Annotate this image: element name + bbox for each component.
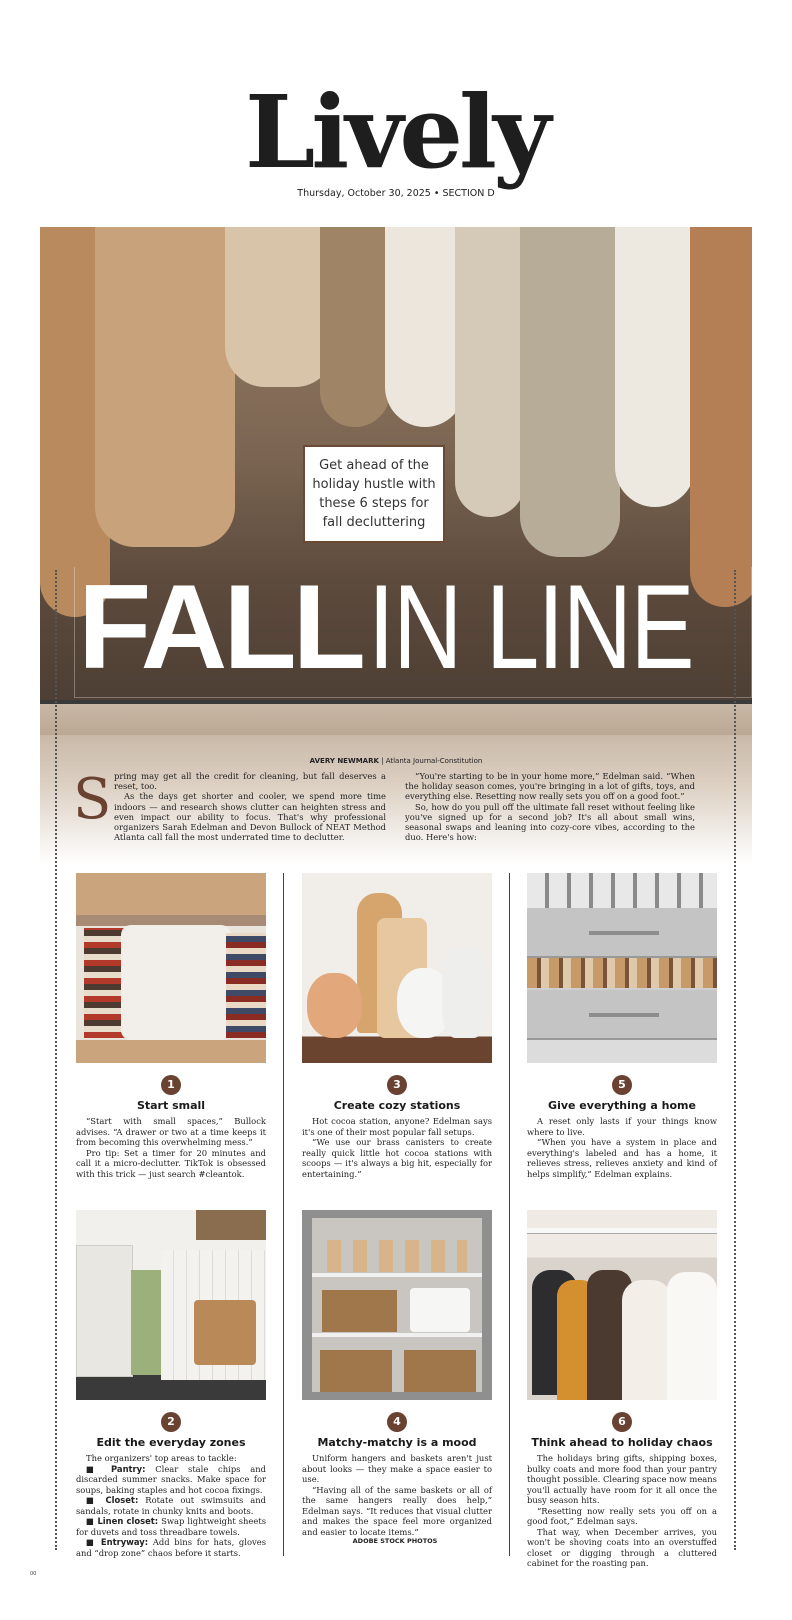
intro-paragraph: So, how do you pull off the ultimate fall reset without feeling like you've signed up for a second job? It's all about small wins, seasonal swaps and leaning into cozy-core vibes, according to the duo. Here's how: bbox=[405, 801, 695, 843]
bullet-icon: ■ bbox=[86, 1495, 106, 1505]
hero-tagline: Get ahead of the holiday hustle with these 6 steps for fall decluttering bbox=[303, 445, 445, 543]
section-logo: Lively bbox=[244, 73, 548, 191]
headline-bold: FALL bbox=[78, 560, 362, 694]
page-folio: 00 bbox=[30, 1571, 37, 1577]
zone-label: Closet: bbox=[105, 1495, 139, 1505]
tip-paragraph: The organizers' top areas to tackle: bbox=[86, 1453, 237, 1463]
bullet-icon: ■ bbox=[86, 1516, 98, 1526]
column-divider bbox=[509, 873, 510, 1556]
tip-paragraph: “We use our brass canisters to create really quick little hot cocoa stations with scoops — it's always a big hit, especially for entertaining.” bbox=[302, 1137, 492, 1179]
zone-label: Entryway: bbox=[100, 1537, 149, 1547]
tip-body bbox=[302, 1116, 492, 1179]
tip-paragraph: That way, when December arrives, you won't be shoving coats into an overstuffed closet or digging through a cluttered cabinet for the roasting pan. bbox=[527, 1526, 717, 1568]
bullet-icon: ■ bbox=[86, 1537, 101, 1547]
tip-number: 5 bbox=[612, 1075, 632, 1095]
tip-body bbox=[76, 1116, 266, 1179]
tip-number: 1 bbox=[161, 1075, 181, 1095]
tip-5 bbox=[527, 873, 717, 1179]
tip-number: 4 bbox=[387, 1412, 407, 1432]
sweater-graphic bbox=[615, 227, 695, 507]
photo-coat-closet bbox=[527, 1210, 717, 1400]
sweater-graphic bbox=[520, 227, 620, 557]
tip-paragraph: A reset only lasts if your things know where to live. bbox=[527, 1116, 717, 1137]
tip-paragraph: Uniform hangers and baskets aren't just about looks — they make a space easier to use. bbox=[302, 1453, 492, 1484]
intro-paragraph: “You're starting to be in your home more,” Edelman said. “When the holiday season comes, you're bringing in a lot of gifts, toys, and everything else. Resetting now really sets you off on a good foot.” bbox=[405, 771, 695, 802]
sweater-graphic bbox=[690, 227, 752, 607]
zone-item bbox=[76, 1464, 266, 1496]
zone-label: Pantry: bbox=[111, 1463, 146, 1474]
zone-item bbox=[76, 1516, 266, 1537]
byline: AVERY NEWMARK | Atlanta Journal-Constitution bbox=[309, 757, 483, 765]
tip-3 bbox=[302, 873, 492, 1179]
tip-body bbox=[527, 1116, 717, 1179]
sweater-graphic bbox=[320, 227, 390, 427]
zone-label: Linen closet: bbox=[97, 1516, 159, 1526]
tip-paragraph: Hot cocoa station, anyone? Edelman says it's one of their most popular fall setups. bbox=[302, 1116, 492, 1137]
photo-kitchen-drawers bbox=[527, 873, 717, 1063]
headline-light: IN LINE bbox=[367, 560, 693, 694]
photo-linen-shelves bbox=[302, 1210, 492, 1400]
column-divider bbox=[283, 873, 284, 1556]
tip-body bbox=[302, 1453, 492, 1537]
tip-title: Give everything a home bbox=[548, 1099, 696, 1112]
tip-1 bbox=[76, 873, 266, 1179]
tip-number: 3 bbox=[387, 1075, 407, 1095]
intro-left-column bbox=[114, 771, 386, 842]
tip-paragraph: “Start with small spaces,” Bullock advises. “A drawer or two at a time keeps it from becoming this overwhelming mess.” bbox=[76, 1116, 266, 1147]
tip-title: Start small bbox=[136, 1099, 206, 1112]
zone-text: Swap lightweight sheets for duvets and toss threadbare towels. bbox=[76, 1516, 266, 1537]
dateline: Thursday, October 30, 2025 • SECTION D bbox=[297, 188, 495, 199]
tip-4 bbox=[302, 1210, 492, 1537]
tip-paragraph: “When you have a system in place and everything's labeled and has a home, it relieves stress, relieves anxiety and kind of helps simplify,” Edelman explains. bbox=[527, 1137, 717, 1179]
sweater-graphic bbox=[455, 227, 525, 517]
tip-title: Matchy-matchy is a mood bbox=[317, 1436, 477, 1449]
sweater-graphic bbox=[385, 227, 465, 427]
zone-text: Add bins for hats, gloves and “drop zone” chaos before it starts. bbox=[76, 1537, 266, 1558]
tip-number: 6 bbox=[612, 1412, 632, 1432]
byline-author: AVERY NEWMARK bbox=[309, 757, 379, 765]
masthead bbox=[0, 73, 792, 199]
intro-paragraph: pring may get all the credit for cleaning, but fall deserves a reset, too. bbox=[114, 771, 386, 792]
tip-title: Think ahead to holiday chaos bbox=[531, 1436, 713, 1449]
tip-body bbox=[527, 1453, 717, 1569]
hero-photo bbox=[40, 227, 752, 735]
byline-outlet: Atlanta Journal-Constitution bbox=[385, 757, 483, 765]
page-border-right bbox=[734, 570, 736, 1550]
zone-text: Clear stale chips and discarded summer snacks. Make space for soups, baking staples and hot cocoa fixings. bbox=[76, 1463, 266, 1495]
tip-paragraph: “Having all of the same baskets or all of the same hangers really does help,” Edelman says. “It reduces that visual clutter and makes the space feel more organized and easier to locate items.” bbox=[302, 1484, 492, 1537]
intro-paragraph: As the days get shorter and cooler, we spend more time indoors — and research shows clutter can heighten stress and even impact our ability to focus. That's why professional organizers Sarah Edelman and Devon Bullock of NEAT Method Atlanta call fall the most underrated time to declutter. bbox=[114, 791, 386, 843]
tip-paragraph: The holidays bring gifts, shipping boxes, bulky coats and more food than your pantry thought possible. Clearing space now means you'll actually have room for it all once the busy season hits. bbox=[527, 1453, 717, 1505]
tip-title: Create cozy stations bbox=[333, 1099, 461, 1112]
sweater-graphic bbox=[95, 227, 235, 547]
zone-text: Rotate out swimsuits and sandals, rotate in chunky knits and boots. bbox=[76, 1495, 266, 1516]
tip-paragraph: Pro tip: Set a timer for 20 minutes and call it a micro-declutter. TikTok is obsessed with this trick — just search #cleantok. bbox=[76, 1147, 266, 1179]
tip-number: 2 bbox=[161, 1412, 181, 1432]
photo-cocoa-station bbox=[302, 873, 492, 1063]
sweater-graphic bbox=[225, 227, 335, 387]
tip-6 bbox=[527, 1210, 717, 1569]
photo-credit: ADOBE STOCK PHOTOS bbox=[352, 1537, 438, 1545]
tip-paragraph: “Resetting now really sets you off on a good foot,” Edelman says. bbox=[527, 1505, 717, 1526]
headline bbox=[78, 560, 752, 694]
zone-item bbox=[76, 1537, 266, 1558]
tip-body bbox=[76, 1453, 266, 1558]
photo-mudroom bbox=[76, 1210, 266, 1400]
tip-title: Edit the everyday zones bbox=[96, 1436, 246, 1449]
photo-sweaters-drawer bbox=[76, 873, 266, 1063]
page-border-left bbox=[55, 570, 57, 1550]
tip-2 bbox=[76, 1210, 266, 1558]
closet-shelf bbox=[40, 700, 752, 735]
intro-right-column bbox=[405, 771, 695, 842]
drop-cap: S bbox=[73, 767, 112, 832]
bullet-icon: ■ bbox=[86, 1463, 111, 1474]
zone-item bbox=[76, 1495, 266, 1516]
